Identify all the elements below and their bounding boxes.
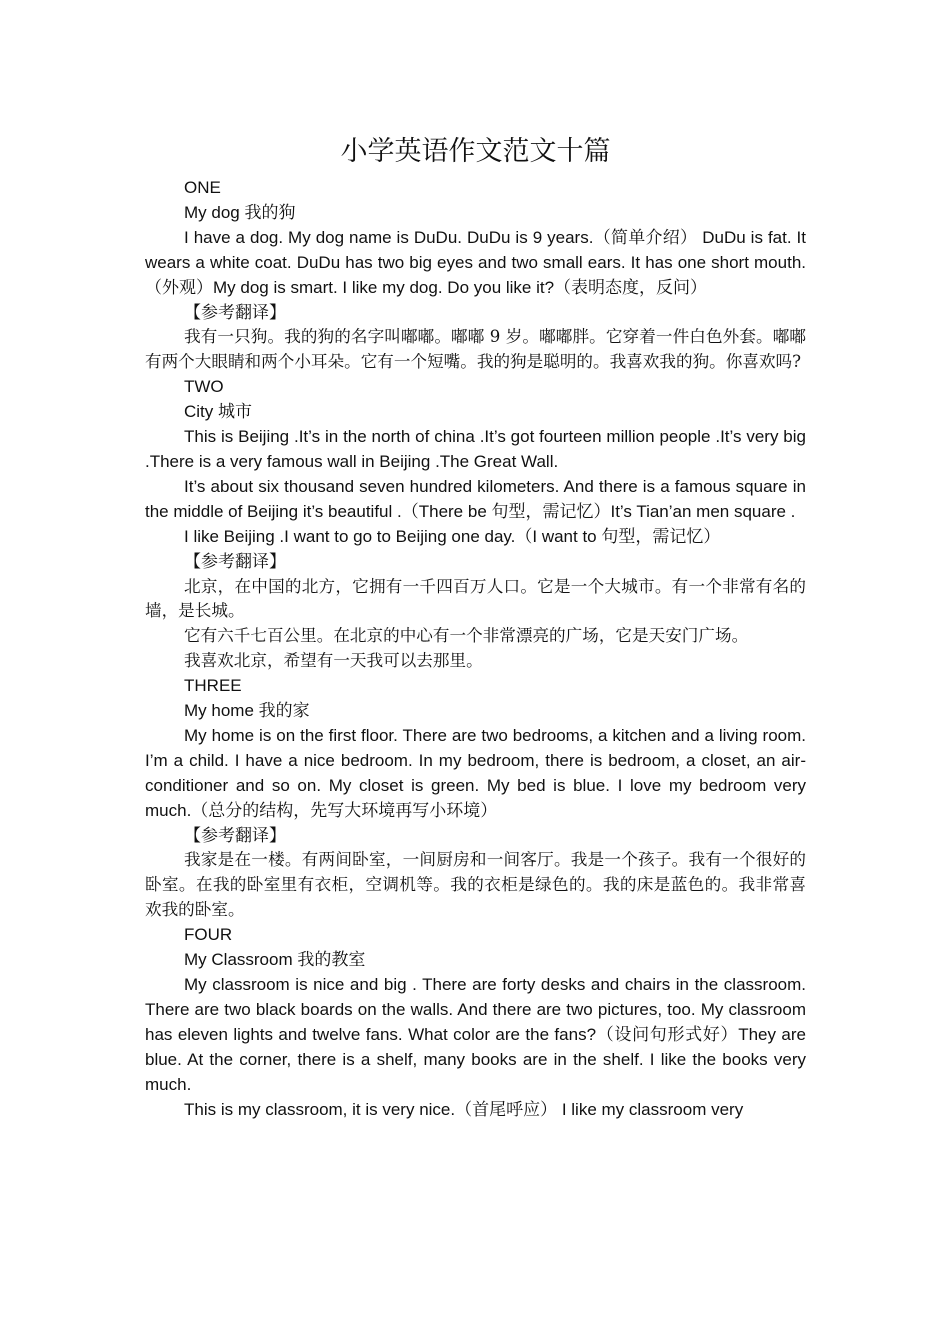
essay-body: It’s about six thousand seven hundred kilometers. And there is a famous square in the middle of Beijing it’s beautiful .（There be 句型，需记忆）It’s Tian’an men square . (145, 476, 806, 521)
translation-body: 我喜欢北京，希望有一天我可以去那里。 (184, 651, 483, 671)
translation-label: 【参考翻译】 (184, 825, 286, 845)
essay-body: My home is on the first floor. There are two bedrooms, a kitchen and a living room. I’m a child. I have a nice bedroom. In my bedroom, there is bedroom, a closet, an air- conditioner and so on. My closet is green. My bed is blue. I love my bedroom very much.（总分的结构，先写大环境再写小环境） (145, 725, 806, 820)
essay-title: My home 我的家 (184, 701, 310, 721)
translation-body: 我有一只狗。我的狗的名字叫嘟嘟。嘟嘟 9 岁。嘟嘟胖。它穿着一件白色外套。嘟嘟有两个大眼睛和两个小耳朵。它有一个短嘴。我的狗是聪明的。我喜欢我的狗。你喜欢吗? (145, 327, 806, 372)
essay-title: My Classroom 我的教室 (184, 950, 366, 970)
essay-body: This is Beijing .It’s in the north of china .It’s got fourteen million people .It’s very big .There is a very famous wall in Beijing .The Great Wall. (145, 427, 806, 471)
translation-body: 我家是在一楼。有两间卧室，一间厨房和一间客厅。我是一个孩子。我有一个很好的卧室。在我的卧室里有衣柜，空调机等。我的衣柜是绿色的。我的床是蓝色的。我非常喜欢我的卧室。 (145, 850, 806, 920)
translation-body: 它有六千七百公里。在北京的中心有一个非常漂亮的广场，它是天安门广场。 (184, 626, 749, 646)
translation-label: 【参考翻译】 (184, 551, 286, 571)
document-title: 小学英语作文范文十篇 (340, 136, 611, 167)
document-page (145, 132, 806, 1122)
section-heading: ONE (184, 178, 221, 197)
section-heading: FOUR (184, 925, 233, 945)
essay-body: I like Beijing .I want to go to Beijing one day.（I want to 句型，需记忆） (184, 526, 721, 546)
essay-body: I have a dog. My dog name is DuDu. DuDu is 9 years.（简单介绍） DuDu is fat. It wears a white coat. DuDu has two big eyes and two small ears. It has one short mouth.（外观）My dog is smart. I like my dog. Do you like it?（表明态度，反问） (145, 227, 806, 297)
essay-body: My classroom is nice and big . There are forty desks and chairs in the classroom. There are two black boards on the walls. And there are two pictures, too. My classroom has eleven lights and twelve fans. What color are the fans?（设问句形式好）They are blue. At the corner, there is a shelf, many books are in the shelf. I like the books very much. (145, 975, 806, 1094)
translation-label: 【参考翻译】 (184, 302, 286, 322)
essay-title: City 城市 (184, 402, 252, 422)
translation-body: 北京，在中国的北方，它拥有一千四百万人口。它是一个大城市。有一个非常有名的墙，是长城。 (145, 576, 806, 621)
section-heading: TWO (184, 377, 224, 397)
essay-body: This is my classroom, it is very nice.（首尾呼应） I like my classroom very (184, 1099, 744, 1119)
section-heading: THREE (184, 676, 242, 696)
essay-title: My dog 我的狗 (184, 202, 296, 222)
